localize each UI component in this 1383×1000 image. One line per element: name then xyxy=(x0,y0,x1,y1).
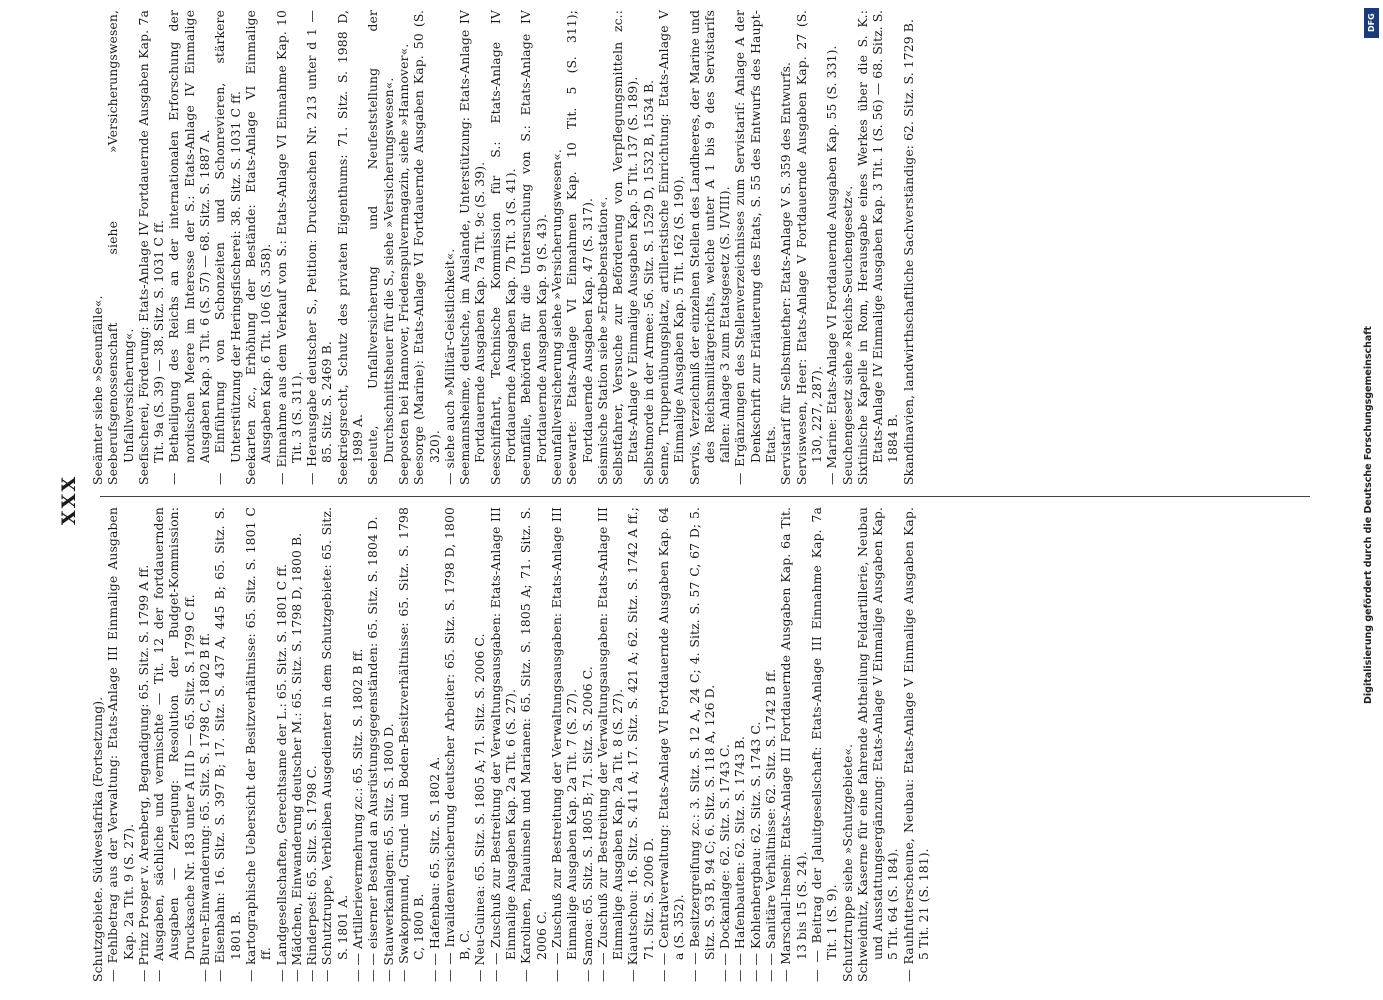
index-entry: Seewarte: Etats-Anlage VI Einnahmen Kap. 10 Tit. 5 (S. 311); Fortdauernde Ausgaben Kap. 47 (S. 317). xyxy=(564,10,595,485)
index-entry: Seeunfälle, Behörden für die Untersuchung von S.: Etats-Anlage IV Fortdauernde Ausgaben Kap. 9 (S. 43). xyxy=(518,10,549,485)
index-entry: — — Artillerievermehrung zc.: 65. Sitz. S. 1802 B ff. xyxy=(350,648,366,982)
page-number: XXX xyxy=(58,474,80,526)
index-entry: — Eisenbahn: 16. Sitz. S. 397 B; 17. Sitz. S. 437 A, 445 B; 65. Sitz. S. 1801 B. xyxy=(212,507,243,982)
index-entry: — Einführung von Schonzeiten und Schonrevieren, stärkere Unterstützung der Heringsfischerei: 38. Sitz. S. 1031 C ff. xyxy=(212,10,243,485)
index-entry: — Herausgabe deutscher S., Petition: Drucksachen Nr. 213 unter d 1 — 85. Sitz. S. 2469 B. xyxy=(304,10,335,485)
index-entry: — — Kohlenbergbau: 62. Sitz. S. 1743 C. xyxy=(747,721,763,982)
index-entry: — — Hafenbauten: 62. Sitz. S. 1743 B. xyxy=(732,735,748,982)
index-entry: — — Zuschuß zur Bestreitung der Verwaltungsausgaben: Etats-Anlage III Einmalige Ausgaben Kap. 2a Tit. 6 (S. 27). xyxy=(487,507,519,982)
index-entry: — Rauhfutterscheune, Neubau: Etats-Anlage V Einmalige Ausgaben Kap. 5 Tit. 21 (S. 181). xyxy=(900,507,932,982)
index-entry: — Landgesellschaften, Gerechtsame der L.: 65. Sitz. S. 1801 C ff. xyxy=(273,563,289,982)
index-entry: Seeleute, Unfallversicherung und Neufeststellung der Durchschnittsheuer für die S., siehe »Versicherungswesen«. xyxy=(365,10,396,485)
index-entry: — — Besitzergreifung zc.: 3. Sitz. S. 12 A, 24 C; 4. Sitz. S. 57 C, 67 D; 5. Sitz. S. 93 B, 94 C; 6. Sitz. S. 118 A, 126 D. xyxy=(686,507,717,982)
index-column-right xyxy=(90,10,1330,485)
index-entry: Schutzgebiete. Südwestafrika (Fortsetzung). xyxy=(90,696,105,982)
index-entry: Selbstmorde in der Armee: 56. Sitz. S. 1529 D, 1532 B, 1534 B. xyxy=(640,79,656,485)
index-entry: Senne, Truppenübungsplatz, artilleristische Einrichtung: Etats-Anlage V Einmalige Ausgaben Kap. 5 Tit. 162 (S. 190). xyxy=(655,10,687,485)
index-entry: Selbstfahrer, Versuche zur Beförderung von Verpflegungsmitteln zc.: Etats-Anlage V Einmalige Ausgaben Kap. 5 Tit. 137 (S. 189). xyxy=(610,10,641,485)
index-entry: Seeberufsgenossenschaft siehe »Versicherungswesen, Unfallversicherung«. xyxy=(105,10,136,485)
index-entry: Skandinavien, landwirthschaftliche Sachverständige: 62. Sitz. S. 1729 B. xyxy=(900,19,916,485)
index-entry: — Schutztruppe, Verbleiben Ausgedienter in dem Schutzgebiete: 65. Sitz. S. 1801 A. xyxy=(319,507,350,982)
index-entry: — — Zuschuß zur Bestreitung der Verwaltungsausgaben: Etats-Anlage III Einmalige Ausgaben Kap. 2a Tit. 7 (S. 27). xyxy=(548,507,580,982)
index-entry: Seemannsheime, deutsche, im Auslande, Unterstützung: Etats-Anlage IV Fortdauernde Ausgaben Kap. 7a Tit. 9c (S. 39). xyxy=(457,10,488,485)
index-entry: — — Centralverwaltung: Etats-Anlage VI Fortdauernde Ausgaben Kap. 64 a (S. 352). xyxy=(655,507,687,982)
index-entry: Seefischerei, Förderung: Etats-Anlage IV Fortdauernde Ausgaben Kap. 7a Tit. 9a (S. 39) — 38. Sitz. S. 1031 C ff. xyxy=(135,10,167,485)
index-entry: — Marschall-Inseln: Etats-Anlage III Fortdauernde Ausgaben Kap. 6a Tit. 13 bis 15 (S. 24). xyxy=(778,507,809,982)
document-page xyxy=(50,0,1340,1000)
index-entry: — Marine: Etats-Anlage VI Fortdauernde Ausgaben Kap. 55 (S. 331). xyxy=(824,45,840,485)
index-entry: — Samoa: 65. Sitz. S. 1805 B; 71. Sitz. S. 2006 C. xyxy=(579,666,595,982)
index-entry: Servistarif für Selbstmiether: Etats-Anlage V S. 359 des Entwurfs. xyxy=(778,61,794,485)
index-entry: — Karolinen, Palauinseln und Marianen: 65. Sitz. S. 1805 A; 71. Sitz. S. 2006 C. xyxy=(518,507,549,982)
index-entry: — Rinderpest: 65. Sitz. S. 1798 C. xyxy=(304,765,320,982)
dfg-logo: DFG xyxy=(1364,8,1379,38)
index-entry: Servis, Verzeichniß der einzelnen Stellen des Landheeres, der Marine und des Reichsmilitärgerichts, welche unter A 1 bis 9 des Servistarifs fallen: Anlage 3 zum Etatsgesetz (S. I/VIII). xyxy=(686,10,733,485)
index-entry: — Betheiligung des Reichs an der internationalen Erforschung der nordischen Meere im Interesse der S.: Etats-Anlage IV Einmalige Ausgaben Kap. 3 Tit. 6 (S. 57) — 68. Sitz. S. 1887 A. xyxy=(166,10,213,485)
index-entry: — Stauwerkanlagen: 65. Sitz. S. 1800 D. xyxy=(380,723,396,982)
index-entry: — Einnahme aus dem Verkauf von S.: Etats-Anlage VI Einnahme Kap. 10 Tit. 3 (S. 311). xyxy=(273,10,304,485)
index-entry: — — Beitrag der Jaluitgesellschaft: Etats-Anlage III Einnahme Kap. 7a Tit. 1 (S. 9). xyxy=(808,507,840,982)
index-entry: — Ergänzungen des Stellenverzeichnisses zum Servistarif: Anlage A der Denkschrift zur Erläuterung des Etats, S. 55 des Entwurfs des Haupt-Etats. xyxy=(732,10,779,485)
index-entry: Seeämter siehe »Seeunfälle«. xyxy=(90,295,105,485)
index-entry: — Ausgaben, sächliche und vermischte — Tit. 12 der fortdauernden Ausgaben — Zerlegung: Resolution der Budget-Kommission: Drucksache Nr. 183 unter A III b — 65. Sitz. S. 1799 C ff. xyxy=(151,507,197,982)
index-entry: — — Hafenbau: 65. Sitz. S. 1802 A. xyxy=(426,756,442,982)
index-entry: Seeschiffahrt, Technische Kommission für S.: Etats-Anlage IV Fortdauernde Ausgaben Kap. 7b Tit. 3 (S. 41). xyxy=(487,10,519,485)
index-entry: — Swakopmund, Grund- und Boden-Besitzverhältnisse: 65. Sitz. S. 1798 C, 1800 B. xyxy=(395,507,427,982)
digitization-credit: Digitalisierung gefördert durch die Deutsche Forschungsgemeinschaft xyxy=(1363,326,1374,704)
index-entry: — — Zuschuß zur Bestreitung der Verwaltungsausgaben: Etats-Anlage III Einmalige Ausgaben Kap. 2a Tit. 8 (S. 27). xyxy=(594,507,626,982)
index-entry: — Prinz Prosper v. Arenberg, Begnadigung: 65. Sitz. S. 1799 A ff. xyxy=(135,564,151,982)
index-entry: — Buren-Einwanderung: 65. Sitz. S. 1798 C, 1802 B ff. xyxy=(197,632,213,982)
index-entry: Seismische Station siehe »Erdbebenstation«. xyxy=(594,196,610,485)
index-entry: — Mädchen, Einwanderung deutscher M.: 65. Sitz. S. 1798 D, 1800 B. xyxy=(288,532,304,982)
index-entry: Serviswesen, Heer: Etats-Anlage V Fortdauernde Ausgaben Kap. 27 (S. 130, 227, 287). xyxy=(793,10,824,485)
index-column-left xyxy=(90,507,1330,982)
index-entry: Seesorge (Marine): Etats-Anlage VI Fortdauernde Ausgaben Kap. 50 (S. 320). xyxy=(411,10,442,485)
index-entry: Schutztruppe siehe »Schutzgebiete«. xyxy=(839,743,855,982)
index-entry: Seekriegsrecht, Schutz des privaten Eigenthums: 71. Sitz. S. 1988 D, 1989 A. xyxy=(334,10,366,485)
column-divider xyxy=(100,496,1310,497)
index-entry: Sixtinische Kapelle in Rom, Herausgabe eines Werkes über die S. K.: Etats-Anlage IV Einmalige Ausgaben Kap. 3 Tit. 1 (S. 56) — 68. Sitz. S. 1884 B. xyxy=(854,10,901,485)
index-entry: Seekarten zc., Erhöhung der Bestände: Etats-Anlage VI Einmalige Ausgaben Kap. 6 Tit. 106 (S. 358). xyxy=(242,10,274,485)
index-entry: Seuchengesetz siehe »Reichs-Seuchengesetz«. xyxy=(839,185,855,485)
index-entry: — — Invalidenversicherung deutscher Arbeiter: 65. Sitz. S. 1798 D, 1800 B, C. xyxy=(441,507,473,982)
index-entry: — Neu-Guinea: 65. Sitz. S. 1805 A; 71. Sitz. S. 2006 C. xyxy=(472,633,488,982)
index-entry: — — Sanitäre Verhältnisse: 62. Sitz. S. 1742 B ff. xyxy=(763,668,779,982)
index-entry: Seeposten bei Hannover, Friedenspulvermagazin, siehe »Hannover«. xyxy=(395,43,411,485)
index-entry: — siehe auch »Militär-Geistlichkeit«. xyxy=(441,248,457,485)
index-entry: Seeunfallversicherung siehe »Versicherungswesen«. xyxy=(548,149,564,485)
index-entry: — — eiserner Bestand an Ausrüstungsgegenständen: 65. Sitz. S. 1804 D. xyxy=(365,516,381,982)
index-entry: Schweidnitz, Kaserne für eine fahrende Abtheilung Feldartillerie, Neubau und Ausstattungsergänzung: Etats-Anlage V Einmalige Ausgaben Kap. 5 Tit. 64 (S. 184). xyxy=(854,507,901,982)
index-entry: — kartographische Uebersicht der Besitzverhältnisse: 65. Sitz. S. 1801 C ff. xyxy=(242,507,274,982)
index-entry: — — Dockanlage: 62. Sitz. S. 1743 C. xyxy=(717,743,733,982)
index-entry: — Fehlbetrag aus der Verwaltung: Etats-Anlage III Einmalige Ausgaben Kap. 2a Tit. 9 (S. 27). xyxy=(105,507,136,982)
index-entry: — Kiautschou: 16. Sitz. S. 411 A; 17. Sitz. S. 421 A; 62. Sitz. S. 1742 A ff.; 71. Sitz. S. 2006 D. xyxy=(625,507,656,982)
